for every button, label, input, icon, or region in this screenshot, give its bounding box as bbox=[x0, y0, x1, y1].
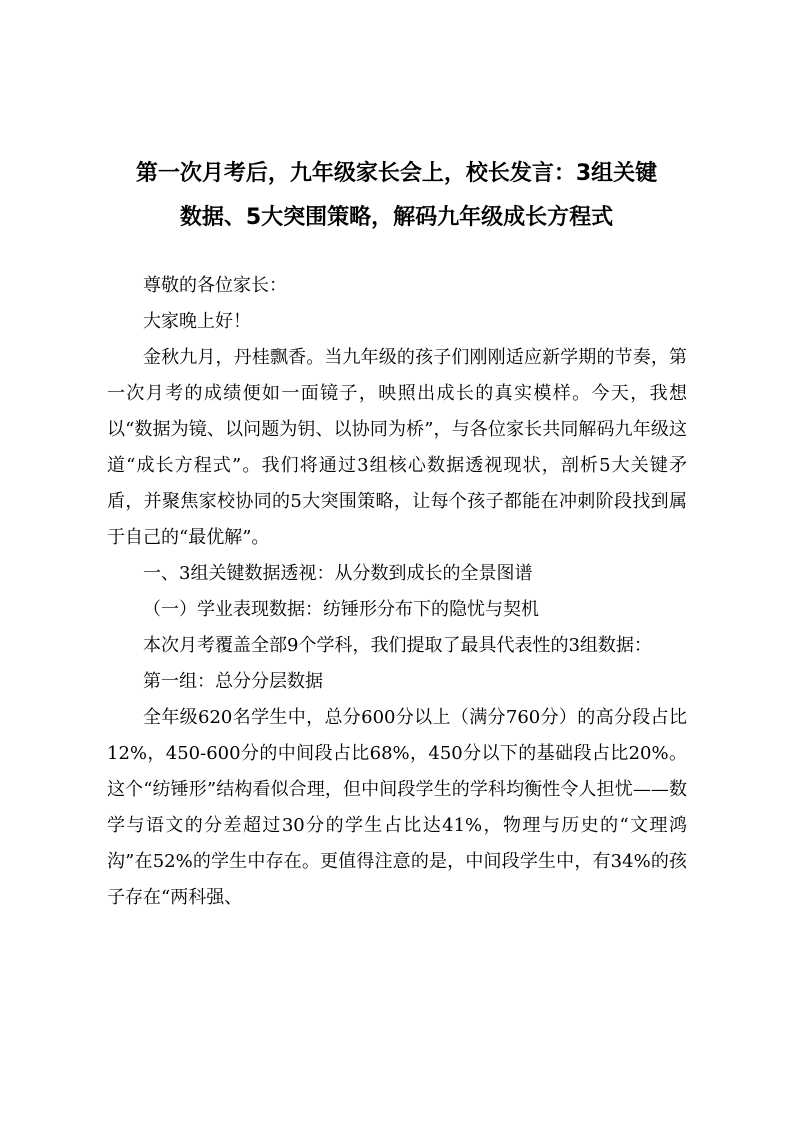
title-line-2: 数据、5大突围策略，解码九年级成长方程式 bbox=[179, 205, 614, 230]
section-heading: 一、3组关键数据透视：从分数到成长的全景图谱 bbox=[143, 563, 533, 584]
score-distribution-paragraph: 全年级620名学生中，总分600分以上（满分760分）的高分段占比12%，450-600分的中间段占比68%，450分以下的基础段占比20%。这个“纺锤形”结构看似合理，但中间段学生的学科均衡性令人担忧——数学与语文的分差超过30分的学生占比达41%，物理与历史的“文理鸿沟”在52%的学生中存在。更值得注意的是，中间段学生中，有34%的孩子存在“两科强、 bbox=[107, 707, 687, 908]
document-title bbox=[100, 152, 693, 240]
greeting: 大家晚上好！ bbox=[143, 311, 251, 332]
subsection-heading: （一）学业表现数据：纺锤形分布下的隐忧与契机 bbox=[143, 599, 539, 620]
data-intro-paragraph: 本次月考覆盖全部9个学科，我们提取了最具代表性的3组数据： bbox=[143, 635, 652, 656]
group-heading: 第一组：总分分层数据 bbox=[143, 671, 323, 692]
title-line-1: 第一次月考后，九年级家长会上，校长发言：3组关键 bbox=[135, 161, 658, 186]
salutation: 尊敬的各位家长： bbox=[143, 275, 287, 296]
intro-paragraph: 金秋九月，丹桂飘香。当九年级的孩子们刚刚适应新学期的节奏，第一次月考的成绩便如一面镜子，映照出成长的真实模样。今天，我想以“数据为镜、以问题为钥、以协同为桥”，与各位家长共同解码九年级这道“成长方程式”。我们将通过3组核心数据透视现状，剖析5大关键矛盾，并聚焦家校协同的5大突围策略，让每个孩子都能在冲刺阶段找到属于自己的“最优解”。 bbox=[107, 347, 687, 548]
document-body bbox=[107, 268, 687, 916]
